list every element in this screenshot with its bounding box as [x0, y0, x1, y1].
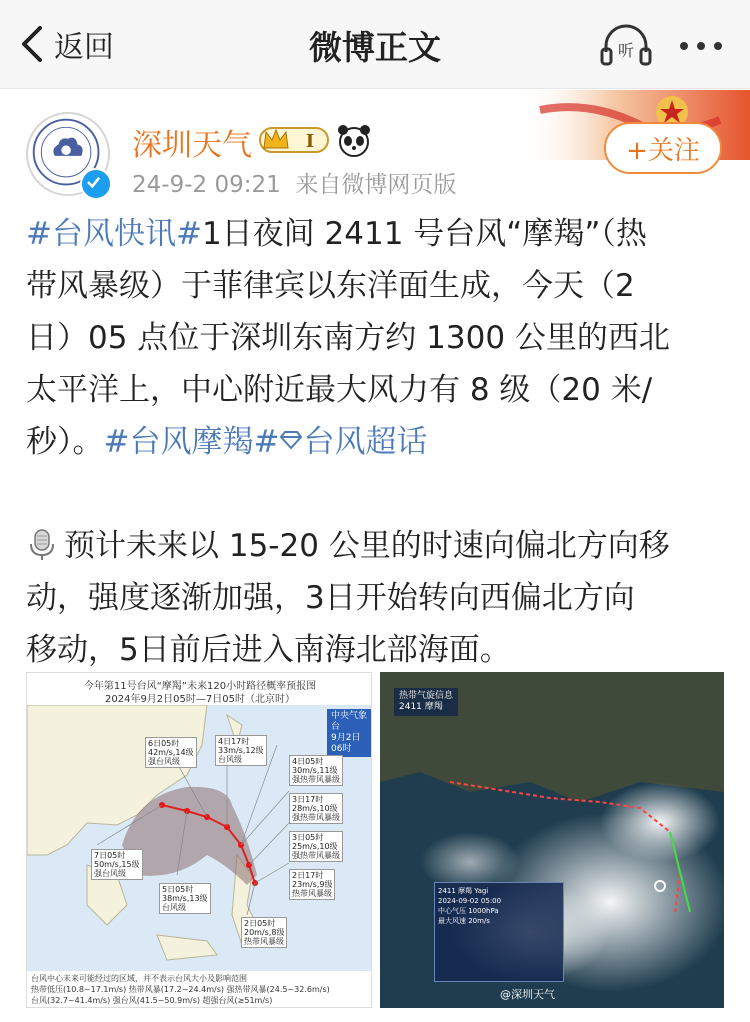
post-content	[26, 208, 726, 676]
satellite-header-line-2: 2411 摩羯	[399, 702, 443, 712]
forecast-label: 2日17时 23m/s,9级 热带风暴级	[289, 869, 335, 900]
legend-line: 台风中心未来可能经过的区域，并不表示台风大小及影响范围	[31, 974, 247, 983]
text-span: 秒）。	[26, 424, 104, 460]
info-line: 中心气压 1000hPa	[438, 907, 499, 915]
verified-badge-icon	[80, 168, 112, 200]
post-paragraph-1-line-1	[26, 208, 726, 260]
page-title: 微博正文	[309, 28, 441, 67]
post-paragraph-2-line-1	[26, 520, 726, 572]
forecast-label: 4日17时 33m/s,12级 台风级	[215, 735, 267, 766]
post-paragraph-1-line-2: 带风暴级）于菲律宾以东洋面生成，今天（2	[26, 268, 635, 304]
post-paragraph-1-line-5	[26, 416, 726, 468]
follow-button[interactable]: +关注	[604, 122, 722, 174]
info-line: 2411 摩羯 Yagi	[438, 887, 489, 895]
forecast-label: 3日17时 28m/s,10级 强热带风暴级	[289, 793, 343, 824]
forecast-label: 6日05时 42m/s,14级 强台风级	[145, 737, 197, 768]
super-topic-label: 台风超话	[303, 424, 428, 460]
forecast-label: 4日05时 30m/s,11级 强热带风暴级	[289, 755, 343, 786]
top-nav-bar	[0, 0, 750, 89]
vip-crown-badge-icon[interactable]	[258, 124, 330, 156]
post-meta	[132, 166, 456, 199]
typhoon-info-box	[434, 882, 564, 982]
forecast-label: 2日05时 20m/s,8级 热带风暴级	[241, 917, 287, 948]
hashtag-typhoon-flash[interactable]: #台风快讯#	[26, 216, 202, 252]
forecast-track-map-image[interactable]	[26, 672, 372, 1008]
paragraph-gap	[26, 468, 726, 520]
super-topic-link[interactable]	[279, 424, 427, 460]
post-paragraph-1-line-3: 日）05 点位于深圳东南方约 1300 公里的西北	[26, 320, 670, 356]
text-span: 1日夜间 2411 号台风“摩羯”（热	[201, 216, 647, 252]
svg-text:听: 听	[617, 41, 635, 60]
post-paragraph-2-line-2: 动，强度逐渐加强，3日开始转向西偏北方向	[26, 580, 635, 616]
map-title: 今年第11号台风“摩羯”未来120小时路径概率预报图	[83, 681, 317, 692]
stamp-line-1: 中央气象台	[331, 711, 368, 732]
hashtag-typhoon-mojie[interactable]: #台风摩羯#	[103, 424, 280, 460]
forecast-label: 7日05时 50m/s,15级 强台风级	[91, 849, 143, 880]
satellite-header	[394, 688, 458, 716]
text-span: 预计未来以 15-20 公里的时速向偏北方向移	[64, 528, 670, 564]
forecast-label: 5日05时 38m/s,13级 台风级	[159, 883, 211, 914]
stamp-line-2: 9月2日06时	[331, 733, 361, 754]
legend-line: 热带低压(10.8~17.1m/s) 热带风暴(17.2~24.4m/s) 强热带风暴(24.5~32.6m/s)	[31, 985, 330, 994]
info-line: 最大风速 20m/s	[438, 917, 490, 925]
satellite-header-line-1: 热带气旋信息	[399, 691, 454, 701]
image-watermark: @深圳天气	[500, 988, 555, 1001]
map-issuer-stamp	[327, 709, 371, 757]
listen-icon[interactable]	[598, 22, 654, 68]
post-paragraph-1-line-4: 太平洋上，中心附近最大风力有 8 级（20 米/	[26, 372, 653, 408]
post-timestamp: 24-9-2 09:21	[132, 172, 281, 198]
post-source: 来自微博网页版	[295, 172, 457, 198]
username[interactable]: 深圳天气	[132, 128, 252, 163]
panda-icon	[336, 122, 372, 158]
super-topic-diamond-icon	[279, 430, 303, 450]
forecast-label: 3日05时 25m/s,10级 强热带风暴级	[289, 831, 343, 862]
map-subtitle: 2024年9月2日05时—7日05时（北京时）	[105, 694, 295, 705]
legend-line: 台风(32.7~41.4m/s) 强台风(41.5~50.9m/s) 超强台风(≥51m/s)	[31, 996, 273, 1005]
more-options-icon[interactable]	[676, 26, 726, 66]
post-paragraph-2-line-3: 移动，5日前后进入南海北部海面。	[26, 632, 511, 668]
vip-level-text: I	[305, 131, 315, 152]
microphone-emoji-icon	[26, 528, 58, 562]
back-label: 返回	[54, 30, 114, 65]
map-legend	[31, 973, 369, 1006]
satellite-image[interactable]	[380, 672, 724, 1008]
info-line: 2024-09-02 05:00	[438, 897, 502, 905]
